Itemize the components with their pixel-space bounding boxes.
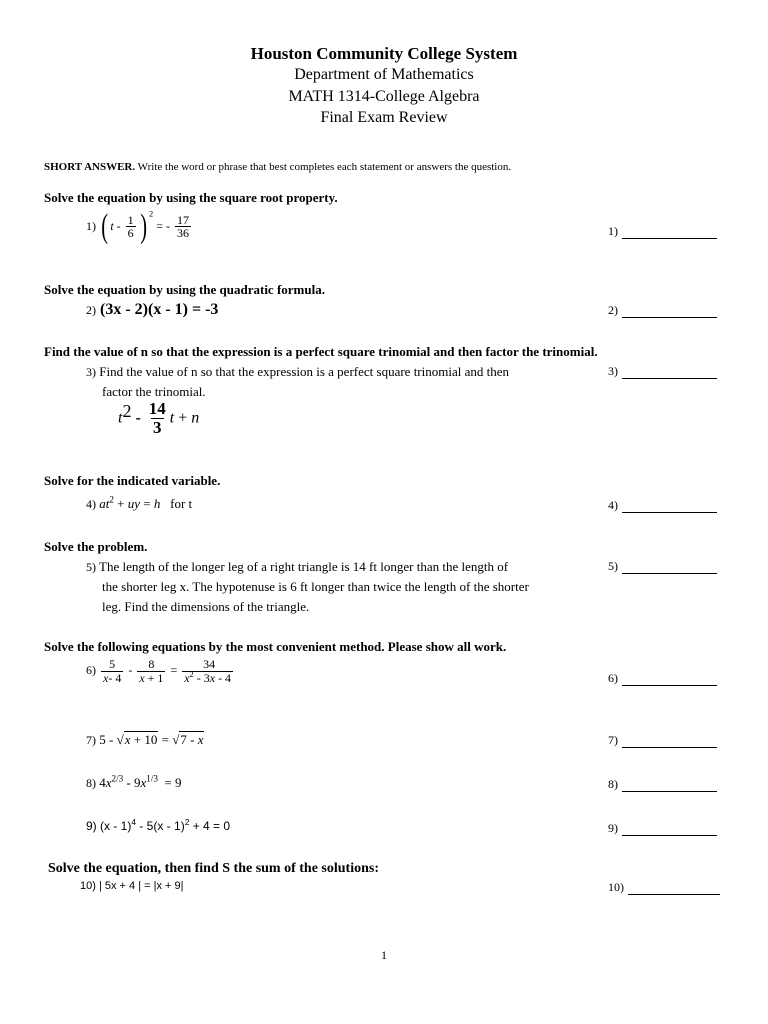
problem-6: 6) $\frac{5}{x- 4}$ - $\frac{8}{x + 1}$ = $\frac{34}{x^2 - 3x - 4}$ — [86, 657, 232, 685]
problem-8: 8) $4x^{2/3} - 9x^{1/3} = 9$ — [86, 773, 182, 790]
section-heading-7: Solve the equation, then find S the sum of the solutions: — [48, 861, 379, 876]
problem-3-expression: $t^2$ - $\frac{14}{3}$ t + n — [118, 399, 200, 437]
problem-4: 4) $at^2$ + uy = h for t — [86, 494, 193, 511]
answer-blank-3[interactable]: 3) — [608, 364, 717, 379]
problem-5: 5) The length of the longer leg of a right triangle is 14 ft longer than the length of the shorter leg x. The hypotenuse is 6 ft longer than twice the length of the shorter leg. Find the dimensions of the triangle. — [86, 557, 601, 617]
problem-5-text-line3: leg. Find the dimensions of the triangle. — [102, 599, 310, 614]
section-heading-2: Solve the equation by using the quadratic formula. — [44, 282, 325, 297]
problem-9: 9) (x - 1)$^4$ - 5(x - 1)$^2$ + 4 = 0 — [86, 816, 231, 833]
var-t: t — [110, 218, 114, 233]
problem-3: 3) Find the value of n so that the expression is a perfect square trinomial and then factor the trinomial. — [86, 362, 596, 402]
answer-blank-7[interactable]: 7) — [608, 733, 717, 748]
problem-2-equation: (3x - 2)(x - 1) = -3 — [100, 301, 219, 318]
problem-7: 7) 5 - √x + 10 = √7 - x — [86, 732, 204, 747]
answer-blank-6[interactable]: 6) — [608, 671, 717, 686]
answer-blank-8[interactable]: 8) — [608, 777, 717, 792]
section-heading-1: Solve the equation by using the square root property. — [44, 190, 338, 205]
fraction-1-6: $\frac{1}{6}$ — [127, 212, 134, 241]
page-number: 1 — [381, 948, 387, 962]
institution-title: Houston Community College System — [250, 44, 518, 63]
section-heading-4: Solve for the indicated variable. — [44, 473, 221, 488]
problem-1-number: 1) — [86, 218, 96, 233]
problem-1: 1) ( t - $\frac{1}{6}$ ) $^2$ = - $\frac{17}{36}$ — [86, 208, 189, 245]
answer-blank-1[interactable]: 1) — [608, 224, 717, 239]
answer-blank-4[interactable]: 4) — [608, 498, 717, 513]
left-paren: ( — [101, 208, 109, 245]
problem-5-text-line2: the shorter leg x. The hypotenuse is 6 ft longer than twice the length of the shorter — [102, 579, 529, 594]
problem-3-text-line2: factor the trinomial. — [102, 384, 206, 399]
answer-blank-9[interactable]: 9) — [608, 821, 717, 836]
answer-blank-10[interactable]: 10) — [608, 880, 720, 895]
problem-10: 10) | 5x + 4 | = |x + 9| — [80, 880, 184, 892]
section-heading-3: Find the value of n so that the expression is a perfect square trinomial and then factor the trinomial. — [44, 344, 598, 359]
answer-blank-5[interactable]: 5) — [608, 559, 717, 574]
course-title: MATH 1314-College Algebra — [288, 88, 480, 105]
right-paren: ) — [139, 208, 147, 245]
problem-3-text-line1: Find the value of n so that the expression is a perfect square trinomial and then — [99, 364, 509, 379]
instructions-label: SHORT ANSWER. — [44, 161, 136, 173]
fraction-17-36: $\frac{17}{36}$ — [176, 212, 189, 241]
problem-2-number: 2) — [86, 303, 96, 317]
section-heading-6: Solve the following equations by the most convenient method. Please show all work. — [44, 639, 507, 654]
instructions — [44, 161, 744, 173]
answer-blank-2[interactable]: 2) — [608, 303, 717, 318]
instructions-text: Write the word or phrase that best completes each statement or answers the question. — [137, 161, 512, 173]
problem-4-suffix: for t — [170, 496, 193, 511]
section-heading-5: Solve the problem. — [44, 539, 148, 554]
problem-2 — [86, 301, 218, 319]
document-title: Final Exam Review — [320, 109, 448, 126]
problem-10-equation: | 5x + 4 | = |x + 9| — [98, 880, 184, 892]
problem-5-text-line1: The length of the longer leg of a right triangle is 14 ft longer than the length of — [99, 559, 509, 574]
department-title: Department of Mathematics — [294, 66, 474, 83]
